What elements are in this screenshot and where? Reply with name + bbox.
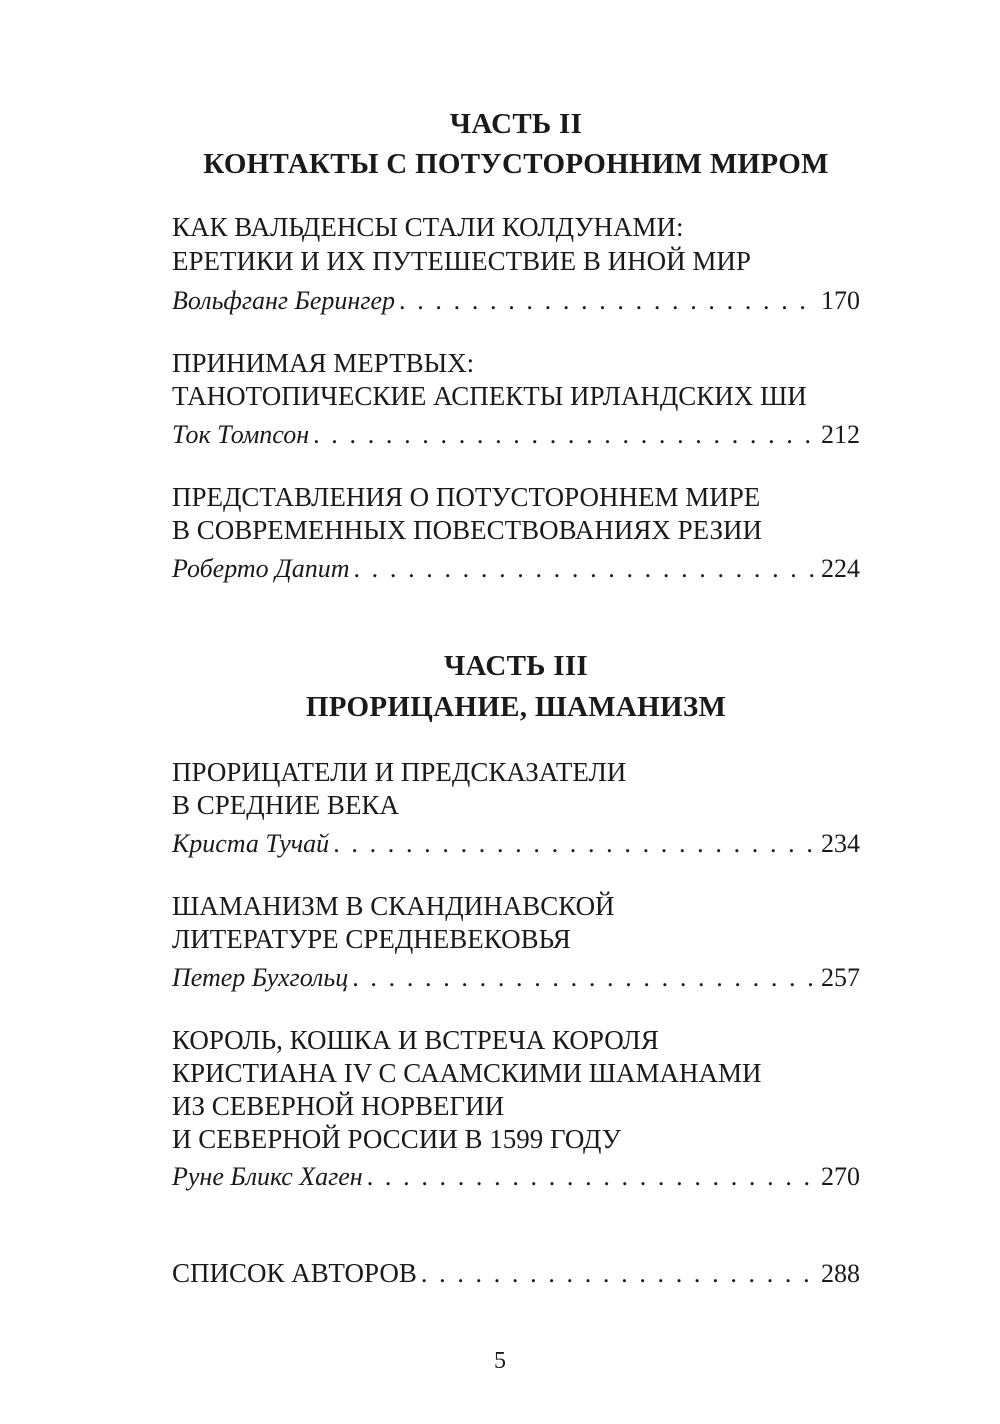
author-name: Ток Томпсон [172,420,310,449]
authors-list-title: СПИСОК АВТОРОВ [172,1258,417,1288]
entry-title-line: И СЕВЕРНОЙ РОССИИ В 1599 ГОДУ [172,1124,621,1154]
dot-leader [353,556,817,582]
dot-leader [333,831,817,857]
dot-leader [421,1261,817,1287]
part-2-label: ЧАСТЬ II [449,108,583,140]
author-name: Криста Тучай [172,829,330,858]
entry-title-line: ЛИТЕРАТУРЕ СРЕДНЕВЕКОВЬЯ [172,924,571,954]
entry-title-line: ШАМАНИЗМ В СКАНДИНАВСКОЙ [172,891,615,921]
page-number: 212 [821,420,860,449]
dot-leader [367,1164,817,1190]
entry-title-line: ПРЕДСТАВЛЕНИЯ О ПОТУСТОРОННЕМ МИРЕ [172,482,761,512]
entry-title-line: КАК ВАЛЬДЕНСЫ СТАЛИ КОЛДУНАМИ: [172,212,684,242]
toc-entry-author-row [172,288,860,314]
author-name: Роберто Дапит [172,554,350,583]
entry-title-line: ЕРЕТИКИ И ИХ ПУТЕШЕСТВИЕ В ИНОЙ МИР [172,246,751,276]
page-number: 257 [821,963,860,992]
dot-leader [313,422,817,448]
page-number: 224 [821,554,860,583]
part-3-label: ЧАСТЬ III [443,650,589,682]
dot-leader [352,965,817,991]
entry-title-line: ИЗ СЕВЕРНОЙ НОРВЕГИИ [172,1091,505,1121]
page-number: 270 [821,1162,860,1191]
entry-title-line: КОРОЛЬ, КОШКА И ВСТРЕЧА КОРОЛЯ [172,1025,659,1055]
entry-title-line: В СОВРЕМЕННЫХ ПОВЕСТВОВАНИЯХ РЕЗИИ [172,515,763,545]
toc-entry-author-row [172,556,860,582]
folio-page-number: 5 [494,1348,506,1374]
entry-title-line: КРИСТИАНА IV С СААМСКИМИ ШАМАНАМИ [172,1058,762,1088]
part-3-title: ПРОРИЦАНИЕ, ШАМАНИЗМ [305,691,727,723]
toc-entry-author-row [172,965,860,991]
page-number: 234 [821,829,860,858]
author-name: Вольфганг Берингер [172,286,396,315]
page-number: 170 [821,286,860,315]
dot-leader [399,288,817,314]
part-2-title: КОНТАКТЫ С ПОТУСТОРОННИМ МИРОМ [203,148,829,180]
page-number: 288 [821,1259,860,1288]
entry-title-line: ПРОРИЦАТЕЛИ И ПРЕДСКАЗАТЕЛИ [172,757,627,787]
toc-entry-author-row [172,831,860,857]
toc-entry-author-row [172,1164,860,1190]
entry-title-line: В СРЕДНИЕ ВЕКА [172,790,399,820]
author-name: Петер Бухгольц [172,963,349,992]
author-name: Руне Бликс Хаген [172,1162,363,1191]
toc-entry-author-row [172,422,860,448]
entry-title-line: ПРИНИМАЯ МЕРТВЫХ: [172,348,475,378]
toc-entry-authors-list [172,1260,860,1287]
entry-title-line: ТАНОТОПИЧЕСКИЕ АСПЕКТЫ ИРЛАНДСКИХ ШИ [172,381,807,411]
